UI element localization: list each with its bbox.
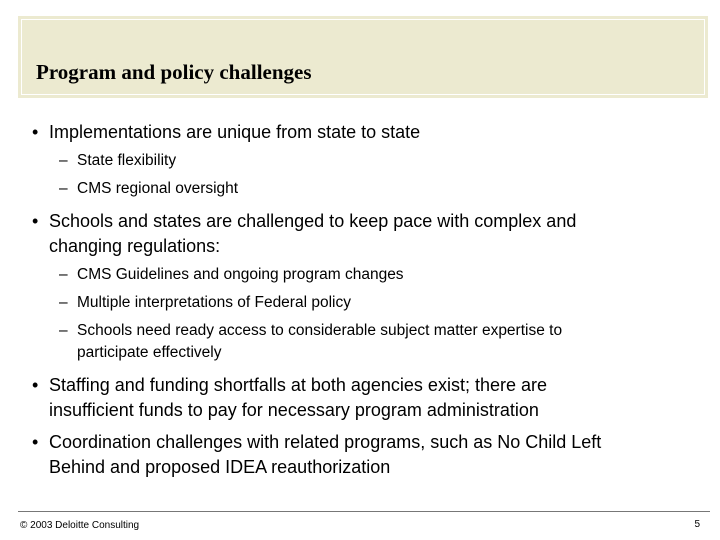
bullet-text: Staffing and funding shortfalls at both agencies exist; there are [49, 375, 547, 395]
sub-bullet-text: CMS Guidelines and ongoing program changes [77, 266, 404, 283]
dash-marker: – [59, 266, 68, 283]
bullet-marker: • [32, 375, 39, 395]
page-number: 5 [694, 519, 700, 530]
sub-bullet-text: State flexibility [77, 152, 177, 169]
bullet-text: insufficient funds to pay for necessary program administration [49, 400, 539, 420]
bullet-marker: • [32, 122, 39, 142]
dash-marker: – [59, 152, 68, 169]
bullet-text: Schools and states are challenged to keep pace with complex and [49, 211, 577, 231]
footer-divider [18, 511, 710, 512]
slide-title: Program and policy challenges [36, 60, 312, 84]
dash-marker: – [59, 294, 68, 311]
bullet-marker: • [32, 211, 39, 231]
dash-marker: – [59, 180, 68, 197]
bullet-text: Coordination challenges with related programs, such as No Child Left [49, 432, 602, 452]
footer-copyright: © 2003 Deloitte Consulting [20, 520, 140, 531]
bullet-marker: • [32, 432, 39, 452]
sub-bullet-text: Multiple interpretations of Federal policy [77, 294, 351, 311]
bullet-text: changing regulations: [49, 236, 221, 256]
sub-bullet-text: Schools need ready access to considerable subject matter expertise to [77, 322, 563, 339]
sub-bullet-text: participate effectively [77, 344, 222, 361]
sub-bullet-text: CMS regional oversight [77, 180, 239, 197]
bullet-text: Behind and proposed IDEA reauthorization [49, 457, 391, 477]
dash-marker: – [59, 322, 68, 339]
bullet-text: Implementations are unique from state to state [49, 122, 421, 142]
